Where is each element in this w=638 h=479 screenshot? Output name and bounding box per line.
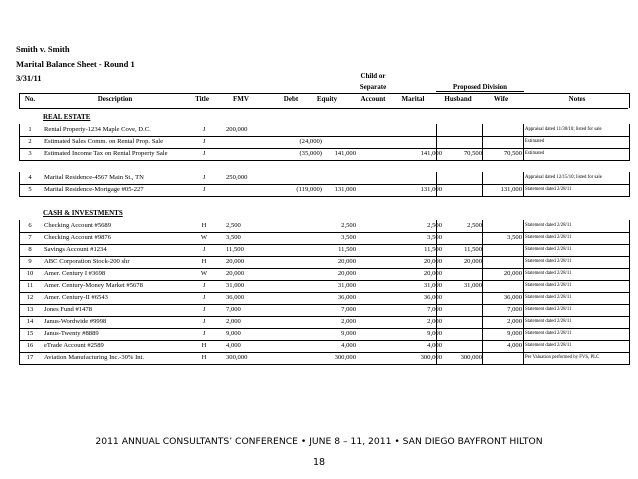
column-divider [436,268,437,280]
cell-desc: Rental Property-1234 Maple Cove, D.C. [44,126,151,133]
cell-fmv [226,136,262,148]
cell-fmv: 2,000 [226,318,241,325]
cell-husband [440,316,482,328]
cell-desc: Amer. Century-II #6543 [44,294,108,301]
cell-notes: Statement dated 2/28/11 [525,343,572,348]
column-divider [436,184,437,196]
cell-wife [482,172,522,184]
cell-wife: 7,000 [507,306,522,313]
cell-husband: 2,500 [467,222,482,229]
cell-debt [260,304,322,316]
column-divider [523,340,524,352]
cell-title: J [202,174,206,181]
cell-marital: 4,000 [427,342,442,349]
cell-title: J [202,306,206,313]
cell-husband [440,304,482,316]
header-bottom-border [19,108,628,109]
cell-fmv [226,184,262,196]
cell-fmv: 7,000 [226,306,241,313]
cell-title: J [202,138,206,145]
column-divider [482,328,483,340]
cell-notes: Statement dated 2/28/11 [525,331,572,336]
proposed-division-rule [436,91,524,92]
cell-debt: (119,000) [296,186,322,193]
cell-husband [440,124,482,136]
cell-debt [260,340,322,352]
column-divider [523,172,524,184]
cell-no: 16 [26,342,34,349]
cell-separate [356,232,392,244]
cell-no: 2 [28,138,32,145]
cell-marital: 300,000 [420,354,442,361]
cell-desc: Estimated Sales Comm. on Rental Prop. Sale [44,138,164,145]
cell-wife [482,136,522,148]
cell-marital: 7,000 [427,306,442,313]
cell-marital: 36,000 [423,294,442,301]
column-divider [482,316,483,328]
cell-desc: ABC Corporation Stock-200 shr [44,258,130,265]
cell-fmv: 3,500 [226,234,241,241]
col-separate: Separate [359,83,387,91]
cell-equity: 131,000 [334,186,356,193]
cell-equity [316,172,356,184]
col-account: Account [360,95,386,103]
cell-wife: 20,000 [503,270,522,277]
sheet-date: 3/31/11 [16,73,42,83]
cell-no: 6 [28,222,32,229]
col-child-or: Child or [360,72,386,80]
cell-separate [356,280,392,292]
cell-title: J [202,294,206,301]
cell-title: H [201,342,207,349]
column-divider [523,256,524,268]
cell-equity: 36,000 [337,294,356,301]
cell-fmv: 20,000 [226,270,245,277]
cell-marital: 2,500 [427,222,442,229]
cell-notes: Statement dated 2/28/11 [525,259,572,264]
col-title: Title [195,95,209,103]
cell-no: 10 [26,270,34,277]
cell-notes: Appraisal dated 12/15/10; listed for sale [525,175,602,180]
cell-wife: 3,500 [507,234,522,241]
cell-desc: Marital Residence-Mortgage #05-227 [44,186,144,193]
column-divider [436,328,437,340]
cell-debt [260,352,322,364]
cell-husband [440,292,482,304]
cell-separate [356,268,392,280]
cell-no: 17 [26,354,34,361]
column-divider [482,352,483,364]
cell-husband: 31,000 [463,282,482,289]
cell-wife [482,220,522,232]
column-divider [523,244,524,256]
column-divider [482,172,483,184]
cell-no: 4 [28,174,32,181]
col-wife: Wife [493,95,509,103]
cell-no: 12 [26,294,34,301]
cell-husband: 11,500 [464,246,482,253]
cell-desc: Jones Fund #1478 [44,306,92,313]
cell-debt [260,316,322,328]
column-divider [482,232,483,244]
cell-marital: 2,000 [427,318,442,325]
section-real-estate: REAL ESTATE [43,113,91,121]
column-divider [482,304,483,316]
cell-equity: 3,500 [341,234,356,241]
cell-separate [356,172,392,184]
cell-desc: Janus-Twenty #8889 [44,330,99,337]
column-divider [436,220,437,232]
cell-fmv: 11,500 [226,246,244,253]
cell-desc: eTrade Account #2589 [44,342,104,349]
column-divider [436,256,437,268]
cell-marital: 9,000 [427,330,442,337]
cell-debt [260,124,322,136]
cell-title: J [202,318,206,325]
cell-separate [356,328,392,340]
cell-fmv [226,148,262,160]
cell-equity: 20,000 [337,270,356,277]
cell-equity: 4,000 [341,342,356,349]
cell-no: 14 [26,318,34,325]
cell-husband [440,328,482,340]
col-proposed-division: Proposed Division [452,83,508,91]
case-name: Smith v. Smith [16,44,70,54]
cell-notes: Statement dated 2/28/11 [525,319,572,324]
column-divider [436,316,437,328]
column-divider [436,172,437,184]
cell-marital [394,172,442,184]
column-divider [523,316,524,328]
cell-equity: 20,000 [337,258,356,265]
cell-title: H [201,258,207,265]
table-row [19,352,630,365]
cell-fmv: 250,000 [226,174,248,181]
cell-wife: 36,000 [503,294,522,301]
cell-title: J [202,282,206,289]
cell-wife: 4,000 [507,342,522,349]
cell-equity: 300,000 [334,354,356,361]
cell-no: 8 [28,246,32,253]
column-divider [482,256,483,268]
cell-wife [482,256,522,268]
column-divider [482,268,483,280]
cell-separate [356,220,392,232]
sheet-title: Marital Balance Sheet - Round 1 [16,59,135,69]
column-divider [482,244,483,256]
cell-debt [260,292,322,304]
col-debt: Debt [283,95,299,103]
cell-notes: Estimated [525,139,545,144]
cell-husband [440,172,482,184]
column-divider [523,292,524,304]
cell-equity: 141,000 [334,150,356,157]
column-divider [523,124,524,136]
cell-separate [356,136,392,148]
column-divider [523,352,524,364]
column-divider [436,232,437,244]
cell-desc: Checking Account #5689 [44,222,112,229]
column-divider [436,304,437,316]
cell-husband: 70,500 [463,150,482,157]
column-divider [523,184,524,196]
col-fmv: FMV [233,95,249,103]
cell-marital: 20,000 [423,258,442,265]
cell-marital: 141,000 [420,150,442,157]
column-divider [436,148,437,160]
cell-fmv: 4,000 [226,342,241,349]
cell-notes: Statement dated 2/28/11 [525,307,572,312]
col-notes: Notes [568,95,586,103]
cell-separate [356,340,392,352]
cell-equity [316,136,356,148]
cell-desc: Marital Residence-4567 Main St., TN [44,174,144,181]
cell-title: W [200,270,208,277]
cell-desc: Checking Account #9876 [44,234,112,241]
cell-marital: 131,000 [420,186,442,193]
column-divider [482,136,483,148]
cell-no: 1 [28,126,32,133]
cell-fmv: 20,000 [226,258,245,265]
col-no: No. [24,95,36,103]
cell-notes: Statement dated 2/28/11 [525,187,572,192]
cell-equity: 7,000 [341,306,356,313]
cell-title: J [202,246,206,253]
cell-notes: Statement dated 2/28/11 [525,223,572,228]
cell-desc: Amer. Century I #3698 [44,270,106,277]
cell-marital: 3,500 [427,234,442,241]
cell-notes: Statement dated 2/28/11 [525,295,572,300]
column-divider [482,124,483,136]
col-husband: Husband [444,95,472,103]
cell-equity: 11,500 [338,246,356,253]
cell-husband: 20,000 [463,258,482,265]
cell-title: J [202,330,206,337]
cell-equity: 2,500 [341,222,356,229]
cell-debt [260,220,322,232]
column-divider [482,280,483,292]
cell-title: J [202,150,206,157]
cell-fmv: 9,000 [226,330,241,337]
cell-desc: Janus-Wordwide #9998 [44,318,107,325]
column-divider [436,124,437,136]
column-divider [523,136,524,148]
cell-debt [260,232,322,244]
column-divider [436,136,437,148]
cell-no: 3 [28,150,32,157]
cell-wife [482,124,522,136]
cell-debt [260,244,322,256]
column-divider [482,148,483,160]
cell-separate [356,316,392,328]
cell-debt [260,268,322,280]
column-divider [436,244,437,256]
cell-separate [356,184,392,196]
cell-husband: 300,000 [460,354,482,361]
cell-marital: 11,500 [424,246,442,253]
column-divider [523,148,524,160]
cell-no: 5 [28,186,32,193]
cell-wife [482,244,522,256]
column-divider [523,328,524,340]
section-cash-investments: CASH & INVESTMENTS [43,209,123,217]
column-divider [523,232,524,244]
cell-separate [356,148,392,160]
column-divider [482,292,483,304]
cell-notes: Per Valuation performed by FVS, PLC [525,355,600,360]
table-row [19,184,630,197]
cell-debt [260,280,322,292]
cell-fmv: 200,000 [226,126,248,133]
cell-notes: Estimated [525,151,545,156]
cell-separate [356,124,392,136]
cell-wife: 131,000 [500,186,522,193]
cell-debt: (35,000) [299,150,322,157]
cell-notes: Statement dated 2/28/11 [525,271,572,276]
cell-no: 15 [26,330,34,337]
cell-title: W [200,234,208,241]
cell-husband [440,340,482,352]
column-divider [436,292,437,304]
column-divider [436,352,437,364]
col-description: Description [97,95,133,103]
cell-notes: Appraisal dated 11/30/10; listed for sale [525,127,602,132]
cell-debt [260,328,322,340]
cell-title: J [202,126,206,133]
cell-equity [316,124,356,136]
cell-no: 9 [28,258,32,265]
column-divider [482,340,483,352]
column-divider [523,268,524,280]
footer-text: 2011 ANNUAL CONSULTANTS’ CONFERENCE • JUNE 8 – 11, 2011 • SAN DIEGO BAYFRONT HILTON [95,436,543,447]
cell-separate [356,292,392,304]
cell-separate [356,256,392,268]
cell-debt: (24,000) [299,138,322,145]
column-divider [523,304,524,316]
cell-no: 7 [28,234,32,241]
cell-wife [482,280,522,292]
column-divider [482,184,483,196]
table-row [19,148,630,161]
column-divider [523,220,524,232]
column-divider [436,340,437,352]
cell-notes: Statement dated 2/28/11 [525,235,572,240]
column-divider [523,280,524,292]
cell-title: J [202,186,206,193]
cell-title: H [201,354,207,361]
cell-marital: 31,000 [423,282,442,289]
cell-desc: Estimated Income Tax on Rental Property Sale [44,150,168,157]
col-equity: Equity [316,95,338,103]
cell-wife: 70,500 [503,150,522,157]
cell-marital: 20,000 [423,270,442,277]
cell-separate [356,304,392,316]
cell-no: 11 [26,282,34,289]
cell-debt [260,256,322,268]
cell-separate [356,244,392,256]
column-divider [482,220,483,232]
cell-desc: Savings Account #1234 [44,246,107,253]
cell-fmv: 2,500 [226,222,241,229]
cell-equity: 9,000 [341,330,356,337]
col-marital: Marital [401,95,425,103]
cell-wife: 2,000 [507,318,522,325]
cell-desc: Amer. Century-Money Market #5678 [44,282,143,289]
cell-fmv: 300,000 [226,354,248,361]
column-divider [436,280,437,292]
cell-notes: Statement dated 2/28/11 [525,283,572,288]
cell-title: H [201,222,207,229]
cell-equity: 31,000 [337,282,356,289]
cell-husband [440,136,482,148]
page-number: 18 [312,457,326,468]
cell-marital [394,136,442,148]
cell-husband [440,232,482,244]
cell-no: 13 [26,306,34,313]
cell-wife [482,352,522,364]
cell-notes: Statement dated 2/28/11 [525,247,572,252]
cell-marital [394,124,442,136]
cell-equity: 2,000 [341,318,356,325]
cell-fmv: 36,000 [226,294,245,301]
cell-wife: 9,000 [507,330,522,337]
cell-separate [356,352,392,364]
cell-husband [440,268,482,280]
cell-debt [260,172,322,184]
cell-fmv: 31,000 [226,282,245,289]
cell-desc: Aviation Manufacturing Inc.-30% Int. [44,354,145,361]
cell-husband [440,184,482,196]
